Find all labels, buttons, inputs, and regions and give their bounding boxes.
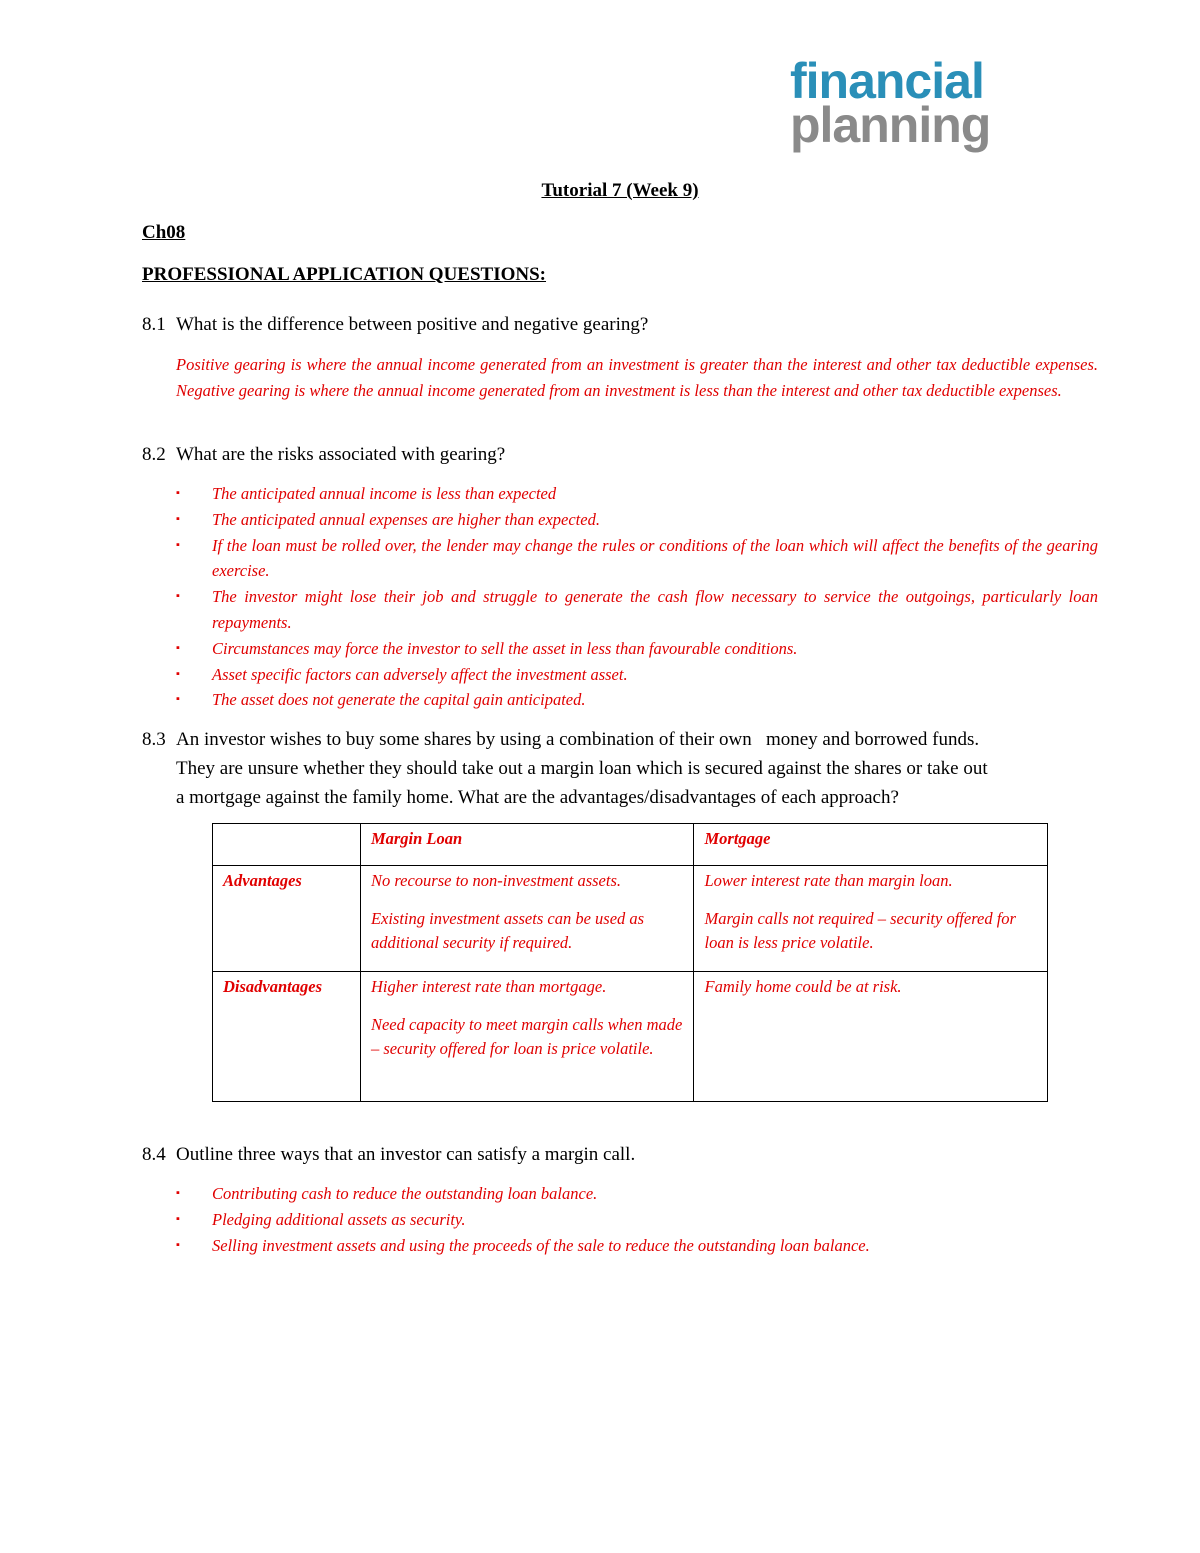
- question-text-line-2: They are unsure whether they should take out a margin loan which is secured against the shares or take out: [176, 758, 988, 779]
- list-item: ▪ Circumstances may force the investor to sell the asset in less than favourable conditions.: [176, 636, 1098, 662]
- list-item: ▪ Contributing cash to reduce the outstanding loan balance.: [176, 1181, 1098, 1207]
- disadvantages-mortgage: Family home could be at risk.: [694, 972, 1048, 1102]
- bullet-icon: ▪: [176, 512, 180, 525]
- list-item: ▪ The anticipated annual expenses are higher than expected.: [176, 507, 1098, 533]
- row-label-advantages: Advantages: [213, 866, 361, 972]
- bullet-icon: ▪: [176, 1238, 180, 1251]
- question-text: Outline three ways that an investor can satisfy a margin call.: [176, 1144, 636, 1165]
- advantages-mortgage: Lower interest rate than margin loan. Margin calls not required – security offered for loan is less price volatile.: [694, 866, 1048, 972]
- comparison-table: [212, 823, 1048, 1102]
- question-text-line-1: An investor wishes to buy some shares by using a combination of their own money and borrowed funds.: [176, 729, 980, 750]
- bullet-icon: ▪: [176, 1212, 180, 1225]
- bullet-icon: ▪: [176, 1187, 180, 1199]
- list-item: ▪ The anticipated annual income is less than expected: [176, 481, 1098, 507]
- section-heading: PROFESSIONAL APPLICATION QUESTIONS:: [142, 264, 547, 285]
- header-margin-loan: Margin Loan: [360, 824, 694, 866]
- question-number: 8.4: [142, 1144, 166, 1165]
- bullet-icon: ▪: [176, 667, 180, 680]
- list-item: ▪ Pledging additional assets as security.: [176, 1207, 1098, 1233]
- list-item: ▪ Selling investment assets and using the proceeds of the sale to reduce the outstanding loan balance.: [176, 1233, 1098, 1259]
- question-text-line-3: a mortgage against the family home. What are the advantages/disadvantages of each approach?: [176, 787, 899, 808]
- question-number: 8.2: [142, 444, 166, 465]
- list-item: ▪ The asset does not generate the capital gain anticipated.: [176, 687, 1098, 713]
- logo-line-2: planning: [790, 97, 991, 153]
- bullet-icon: ▪: [176, 487, 180, 499]
- advantages-margin-loan: No recourse to non-investment assets. Existing investment assets can be used as additional security if required.: [360, 866, 694, 972]
- answer-8-4-list: [176, 1181, 1098, 1258]
- list-item: ▪ The investor might lose their job and struggle to generate the cash flow necessary to service the outgoings, particularly loan repayments.: [176, 584, 1098, 636]
- bullet-icon: ▪: [176, 590, 180, 603]
- header-mortgage: Mortgage: [694, 824, 1048, 866]
- list-item: ▪ If the loan must be rolled over, the lender may change the rules or conditions of the loan which will affect the benefits of the gearing exercise.: [176, 533, 1098, 585]
- bullet-icon: ▪: [176, 538, 180, 551]
- answer-8-1: Positive gearing is where the annual income generated from an investment is greater than the interest and other tax deductible expenses. Negative gearing is where the annual income generated from an investment is less than the interest and other tax deductible expenses.: [176, 355, 1098, 400]
- question-number: 8.3: [142, 729, 166, 750]
- disadvantages-margin-loan: Higher interest rate than mortgage. Need capacity to meet margin calls when made – security offered for loan is price volatile.: [360, 972, 694, 1102]
- bullet-icon: ▪: [176, 641, 180, 654]
- table-corner-cell: [213, 824, 361, 866]
- table-row: [213, 972, 1048, 1102]
- question-number: 8.1: [142, 314, 166, 335]
- bullet-icon: ▪: [176, 693, 180, 706]
- question-8-2: [142, 440, 1102, 469]
- question-text: What is the difference between positive and negative gearing?: [176, 314, 649, 335]
- question-text: What are the risks associated with gearing?: [176, 444, 506, 465]
- financial-planning-logo: [790, 53, 1050, 153]
- logo-line-1: financial: [790, 53, 984, 109]
- question-8-1: [142, 310, 1102, 339]
- chapter-heading: Ch08: [142, 222, 186, 243]
- list-item: ▪ Asset specific factors can adversely affect the investment asset.: [176, 662, 1098, 688]
- table-row: [213, 866, 1048, 972]
- question-8-4: [142, 1140, 1102, 1169]
- question-8-3: [142, 725, 1102, 812]
- answer-8-2-list: [176, 481, 1098, 713]
- page-title: Tutorial 7 (Week 9): [541, 180, 699, 201]
- row-label-disadvantages: Disadvantages: [213, 972, 361, 1102]
